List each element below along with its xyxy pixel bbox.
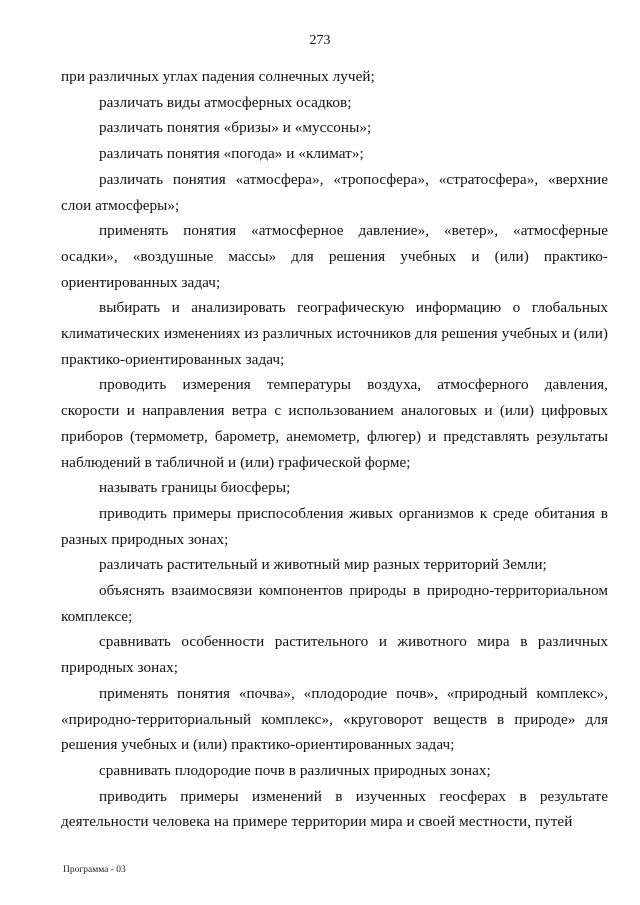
paragraph: различать растительный и животный мир разных территорий Земли;	[99, 556, 547, 574]
paragraph: применять понятия «почва», «плодородие почв», «природный комплекс», «природно-территориальный комплекс», «круговорот веществ в природе» для решения учебных и (или) практико-ориентированных задач;	[61, 684, 608, 754]
page-body	[61, 64, 608, 835]
paragraph: приводить примеры изменений в изученных геосферах в результате деятельности человека на примере территории мира и своей местности, путей	[61, 787, 608, 831]
paragraph: приводить примеры приспособления живых организмов к среде обитания в разных природных зонах;	[61, 504, 608, 548]
paragraph: выбирать и анализировать географическую информацию о глобальных климатических изменениях из различных источников для решения учебных и (или) практико-ориентированных задач;	[61, 299, 608, 368]
paragraph: различать понятия «атмосфера», «тропосфера», «стратосфера», «верхние слои атмосферы»;	[61, 170, 608, 214]
paragraph: называть границы биосферы;	[99, 479, 291, 497]
paragraph: объяснять взаимосвязи компонентов природы в природно-территориальном комплексе;	[61, 582, 608, 625]
paragraph: сравнивать плодородие почв в различных природных зонах;	[99, 761, 491, 779]
paragraph: применять понятия «атмосферное давление», «ветер», «атмосферные осадки», «воздушные массы» для решения учебных и (или) практико-ориентированных задач;	[61, 222, 608, 291]
page-number: 273	[309, 33, 331, 48]
paragraph: проводить измерения температуры воздуха, атмосферного давления, скорости и направления ветра с использованием аналоговых и (или) цифровых приборов (термометр, барометр, анемометр, флюгер) и представлять результаты наблюдений в табличной и (или) графической форме;	[61, 376, 608, 471]
paragraph: различать понятия «погода» и «климат»;	[99, 145, 364, 163]
paragraph: различать понятия «бризы» и «муссоны»;	[99, 119, 372, 137]
paragraph-continuation: при различных углах падения солнечных лучей;	[61, 68, 375, 85]
paragraph: различать виды атмосферных осадков;	[99, 93, 352, 111]
paragraph: сравнивать особенности растительного и животного мира в различных природных зонах;	[61, 633, 608, 677]
page-footer: Программа - 03	[63, 865, 126, 875]
